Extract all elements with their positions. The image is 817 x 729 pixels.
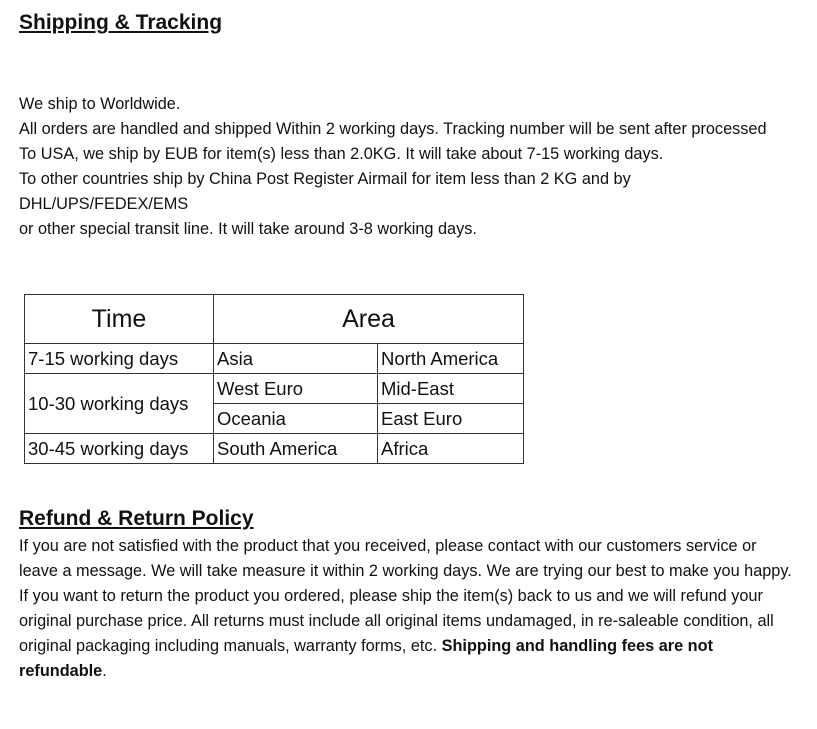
shipping-line-2: All orders are handled and shipped Within 2 working days. Tracking number will be sent after processed: [19, 120, 767, 138]
refund-paragraph-1: If you are not satisfied with the product that you received, please contact with our customers service or leave a message. We will take measure it within 2 working days. We are trying our best to make you happy.: [19, 537, 792, 580]
refund-fees-notice: Shipping and handling fees are not refundable: [19, 637, 713, 680]
table-header-row: [25, 295, 524, 344]
policy-document: [19, 8, 799, 680]
shipping-line-3: To USA, we ship by EUB for item(s) less than 2.0KG. It will take about 7-15 working days.: [19, 145, 664, 163]
table-row: [25, 344, 524, 374]
area-cell: Africa: [378, 434, 524, 464]
table-row: [25, 374, 524, 404]
time-cell: 7-15 working days: [25, 344, 214, 374]
refund-paragraph-2-text: If you want to return the product you ordered, please ship the item(s) back to us and we will refund your original purchase price. All returns must include all original items undamaged, in re-saleable condition, all original packaging including manuals, warranty forms, etc.: [19, 587, 774, 655]
shipping-line-4: To other countries ship by China Post Register Airmail for item less than 2 KG and by DHL/UPS/FEDEX/EMS: [19, 170, 631, 213]
area-cell: East Euro: [378, 404, 524, 434]
area-cell: Asia: [214, 344, 378, 374]
shipping-line-1: We ship to Worldwide.: [19, 95, 181, 113]
shipping-text: [19, 92, 799, 242]
header-area: Area: [214, 295, 524, 344]
refund-section: [19, 504, 799, 684]
area-cell: South America: [214, 434, 378, 464]
area-cell: North America: [378, 344, 524, 374]
table-row: [25, 434, 524, 464]
refund-paragraph-2: [19, 584, 799, 684]
shipping-line-5: or other special transit line. It will take around 3-8 working days.: [19, 220, 477, 238]
shipping-heading: Shipping & Tracking: [19, 11, 223, 34]
time-cell: 10-30 working days: [25, 374, 214, 434]
shipping-time-table: [24, 294, 524, 464]
area-cell: West Euro: [214, 374, 378, 404]
area-cell: Mid-East: [378, 374, 524, 404]
header-time: Time: [25, 295, 214, 344]
time-cell: 30-45 working days: [25, 434, 214, 464]
refund-heading: Refund & Return Policy: [19, 507, 254, 530]
refund-paragraph-2-end: .: [102, 662, 107, 680]
area-cell: Oceania: [214, 404, 378, 434]
